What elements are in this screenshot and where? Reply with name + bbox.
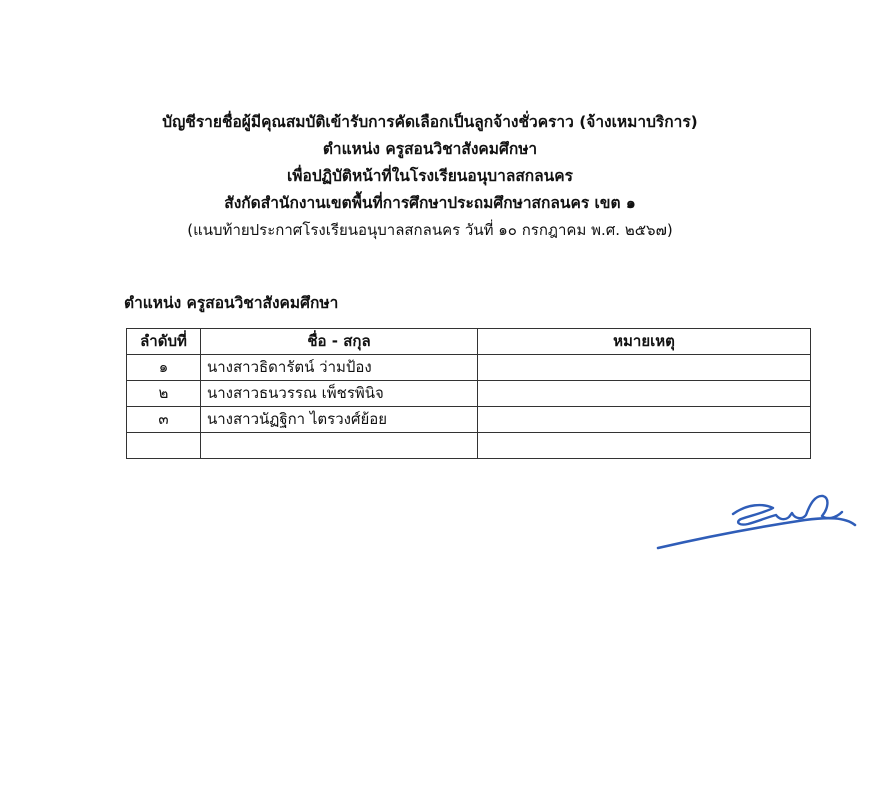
- table-row: [127, 407, 811, 433]
- cell-number: [127, 433, 201, 459]
- cell-remark: [478, 407, 811, 433]
- cell-remark: [478, 381, 811, 407]
- candidate-table: [126, 328, 811, 459]
- signature-icon: [655, 490, 860, 552]
- header-title: บัญชีรายชื่อผู้มีคุณสมบัติเข้ารับการคัดเลือกเป็นลูกจ้างชั่วคราว (จ้างเหมาบริการ): [162, 113, 698, 131]
- header-affiliation: สังกัดสำนักงานเขตพื้นที่การศึกษาประถมศึกษาสกลนคร เขต ๑: [224, 194, 636, 212]
- header-duty: เพื่อปฏิบัติหน้าที่ในโรงเรียนอนุบาลสกลนคร: [287, 167, 573, 185]
- cell-name: นางสาวธิดารัตน์ ว่ามป้อง: [201, 355, 478, 381]
- cell-number: ๓: [127, 407, 201, 433]
- table-row: [127, 381, 811, 407]
- cell-name: นางสาวนัฏฐิกา ไตรวงศ์ย้อย: [201, 407, 478, 433]
- cell-number: ๑: [127, 355, 201, 381]
- table-row: [127, 355, 811, 381]
- cell-name: [201, 433, 478, 459]
- cell-number: ๒: [127, 381, 201, 407]
- cell-remark: [478, 433, 811, 459]
- header-position: ตำแหน่ง ครูสอนวิชาสังคมศึกษา: [322, 140, 538, 158]
- cell-remark: [478, 355, 811, 381]
- header-attachment-note: (แนบท้ายประกาศโรงเรียนอนุบาลสกลนคร วันที่ ๑๐ กรกฎาคม พ.ศ. ๒๕๖๗): [187, 221, 673, 239]
- position-label: ตำแหน่ง ครูสอนวิชาสังคมศึกษา: [124, 294, 339, 312]
- column-header-name: ชื่อ - สกุล: [201, 329, 478, 355]
- table-header-row: [127, 329, 811, 355]
- column-header-number: ลำดับที่: [127, 329, 201, 355]
- cell-name: นางสาวธนวรรณ เพ็ชรพินิจ: [201, 381, 478, 407]
- document-header: [120, 109, 740, 244]
- table-row: [127, 433, 811, 459]
- column-header-remark: หมายเหตุ: [478, 329, 811, 355]
